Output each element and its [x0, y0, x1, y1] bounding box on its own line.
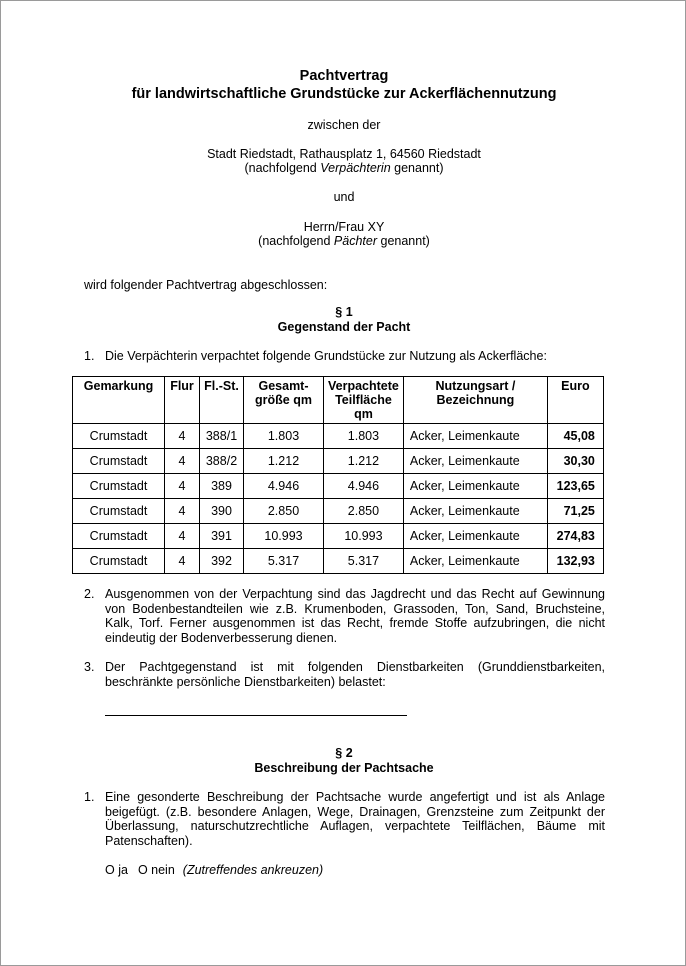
cell-nutzung: Acker, Leimenkaute	[403, 524, 547, 549]
table-row	[73, 474, 604, 499]
cell-nutzung: Acker, Leimenkaute	[403, 549, 547, 574]
document-subtitle: für landwirtschaftliche Grundstücke zur Ackerflächennutzung	[131, 86, 557, 102]
cell-groesse: 1.803	[244, 424, 324, 449]
cell-flur: 4	[165, 424, 200, 449]
cell-flst: 390	[200, 499, 244, 524]
cell-groesse: 2.850	[244, 499, 324, 524]
col-teilflaeche-line2: Teilfläche	[335, 393, 392, 407]
col-gemarkung: Gemarkung	[73, 377, 165, 424]
cell-flst: 388/1	[200, 424, 244, 449]
intro-text: wird folgender Pachtvertrag abgeschlossen:	[84, 278, 328, 292]
col-nutzungsart-line2: Bezeichnung	[436, 393, 515, 407]
cell-euro: 45,08	[547, 424, 603, 449]
cell-groesse: 4.946	[244, 474, 324, 499]
section1-item3-text	[105, 660, 605, 689]
lessee-note-post: genannt)	[377, 234, 430, 248]
cell-flur: 4	[165, 474, 200, 499]
cell-euro: 274,83	[547, 524, 603, 549]
section1-item3-number: 3.	[84, 660, 95, 674]
cell-groesse: 5.317	[244, 549, 324, 574]
section1-item2-line3: Kalk, Torf. Ferner ausgenommen ist das Recht, fremde Stoffe aufzubringen, die nicht	[105, 616, 605, 630]
section2-item1-number: 1.	[84, 790, 95, 804]
section2-heading: Beschreibung der Pachtsache	[254, 761, 434, 775]
cell-gemarkung: Crumstadt	[73, 424, 165, 449]
plots-table	[72, 376, 604, 574]
cell-teil: 1.803	[324, 424, 404, 449]
col-euro: Euro	[547, 377, 603, 424]
cell-teil: 10.993	[324, 524, 404, 549]
col-flur: Flur	[165, 377, 200, 424]
col-nutzungsart	[403, 377, 547, 424]
cell-flur: 4	[165, 449, 200, 474]
and-label: und	[333, 190, 355, 204]
lessee-note-pre: (nachfolgend	[258, 234, 334, 248]
cell-nutzung: Acker, Leimenkaute	[403, 474, 547, 499]
document-title: Pachtvertrag	[299, 68, 389, 84]
cell-euro: 30,30	[547, 449, 603, 474]
lessor-role: Verpächterin	[320, 161, 391, 175]
section1-item2-line2: von Bodenbestandteilen wie z.B. Krumenboden, Grassoden, Ton, Sand, Bruchsteine,	[105, 601, 605, 616]
lessor-note	[1, 161, 686, 176]
col-flst-label: Fl.-St.	[204, 379, 239, 393]
cell-teil: 1.212	[324, 449, 404, 474]
option-no-checkbox[interactable]: O nein	[137, 863, 175, 877]
col-nutzungsart-line1: Nutzungsart /	[435, 379, 516, 393]
col-teilflaeche	[324, 377, 404, 424]
section1-item3-line2: beschränkte persönliche Dienstbarkeiten) belastet:	[105, 674, 386, 689]
section1-item3-line1: Der Pachtgegenstand ist mit folgenden Dienstbarkeiten (Grunddienstbarkeiten,	[105, 660, 605, 674]
table-row	[73, 449, 604, 474]
cell-flst: 388/2	[200, 449, 244, 474]
cell-gemarkung: Crumstadt	[73, 474, 165, 499]
cell-teil: 5.317	[324, 549, 404, 574]
cell-teil: 4.946	[324, 474, 404, 499]
col-gesamtgroesse	[244, 377, 324, 424]
between-label: zwischen der	[307, 118, 381, 132]
col-gesamtgroesse-line2: größe qm	[255, 393, 312, 407]
cell-euro: 123,65	[547, 474, 603, 499]
section1-item1-text: Die Verpächterin verpachtet folgende Grundstücke zur Nutzung als Ackerfläche:	[105, 349, 547, 363]
cell-gemarkung: Crumstadt	[73, 499, 165, 524]
option-hint: (Zutreffendes ankreuzen)	[182, 863, 324, 877]
cell-gemarkung: Crumstadt	[73, 524, 165, 549]
cell-euro: 132,93	[547, 549, 603, 574]
lessee-role: Pächter	[333, 234, 378, 248]
section2-item1-line1: Eine gesonderte Beschreibung der Pachtsache wurde angefertigt und ist als Anlage	[105, 790, 605, 804]
section2-item1-text	[105, 790, 605, 848]
cell-groesse: 10.993	[244, 524, 324, 549]
section1-heading: Gegenstand der Pacht	[277, 320, 411, 334]
section2-item1-line3: Überlassung, naturschutzrechtliche Auflagen, verpachtete Teilflächen, Bäume mit	[105, 819, 605, 833]
section2-item1-line2: beigefügt. (z.B. besondere Anlagen, Wege, Drainagen, Grenzsteine zum Zeitpunkt der	[105, 804, 605, 819]
cell-flst: 392	[200, 549, 244, 574]
table-row	[73, 499, 604, 524]
cell-nutzung: Acker, Leimenkaute	[403, 424, 547, 449]
cell-flur: 4	[165, 499, 200, 524]
lessee-note	[1, 234, 686, 249]
section1-item2-text	[105, 587, 605, 645]
cell-flst: 389	[200, 474, 244, 499]
checkbox-options	[105, 863, 323, 878]
cell-gemarkung: Crumstadt	[73, 449, 165, 474]
col-teilflaeche-line3: qm	[354, 407, 373, 421]
cell-nutzung: Acker, Leimenkaute	[403, 449, 547, 474]
cell-flur: 4	[165, 524, 200, 549]
cell-gemarkung: Crumstadt	[73, 549, 165, 574]
section1-number: § 1	[335, 305, 353, 319]
lessor-note-post: genannt)	[390, 161, 444, 175]
cell-teil: 2.850	[324, 499, 404, 524]
cell-euro: 71,25	[547, 499, 603, 524]
section1-item1-number: 1.	[84, 349, 95, 363]
lessor-address: Stadt Riedstadt, Rathausplatz 1, 64560 Riedstadt	[207, 147, 481, 161]
section1-item2-number: 2.	[84, 587, 95, 601]
plots-table-header	[73, 377, 604, 424]
section2-number: § 2	[335, 746, 353, 760]
cell-flst: 391	[200, 524, 244, 549]
cell-flur: 4	[165, 549, 200, 574]
table-row	[73, 524, 604, 549]
col-teilflaeche-line1: Verpachtete	[328, 379, 399, 393]
lessor-note-pre: (nachfolgend	[244, 161, 321, 175]
section1-item2-line4: eindeutig der Bodenverbesserung dienen.	[105, 630, 338, 645]
cell-nutzung: Acker, Leimenkaute	[403, 499, 547, 524]
section2-item1-line4: Patenschaften).	[105, 833, 193, 848]
col-gesamtgroesse-line1: Gesamt-	[258, 379, 309, 393]
option-yes-checkbox[interactable]: O ja	[105, 863, 128, 877]
lessee-name: Herrn/Frau XY	[303, 220, 385, 234]
table-row	[73, 424, 604, 449]
table-row	[73, 549, 604, 574]
encumbrance-fill-line[interactable]	[105, 715, 407, 716]
col-flst	[200, 377, 244, 424]
cell-groesse: 1.212	[244, 449, 324, 474]
section1-item2-line1: Ausgenommen von der Verpachtung sind das Jagdrecht und das Recht auf Gewinnung	[105, 587, 605, 601]
